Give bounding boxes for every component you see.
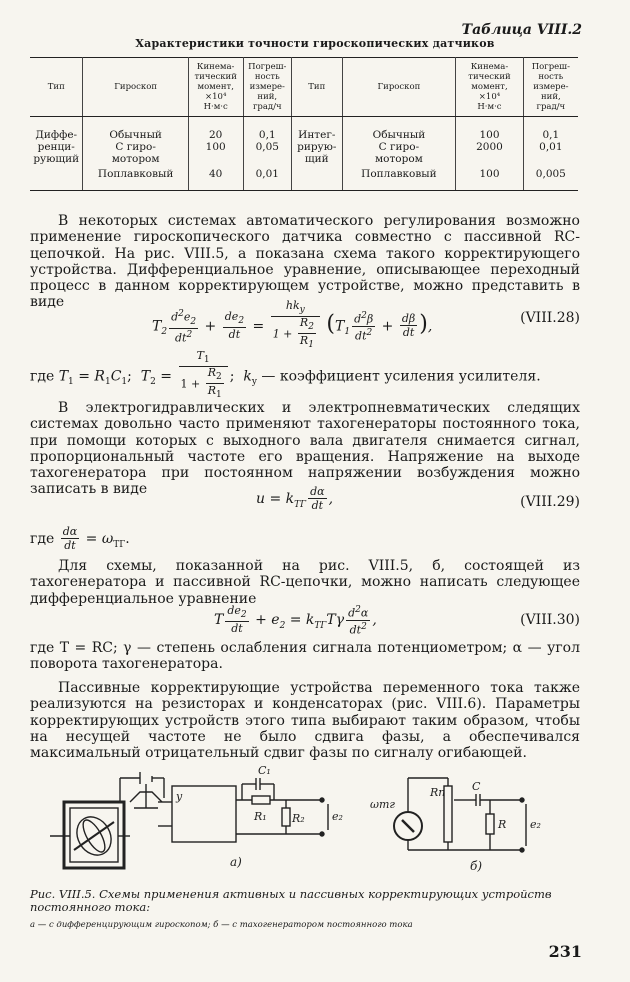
header-moment-left: Кинема- тический момент, ×10⁴ Н·м·с bbox=[188, 58, 243, 117]
cell-errors-right: 0,1 0,01 0,005 bbox=[523, 117, 578, 191]
table-title: Характеристики точности гироскопических датчиков bbox=[135, 37, 495, 50]
table-header-row bbox=[30, 58, 578, 117]
resistor-r1 bbox=[252, 796, 270, 804]
label-e2-b: e₂ bbox=[530, 818, 541, 831]
cell-moments-left: 20 100 40 bbox=[188, 117, 243, 191]
paragraph-1: В некоторых системах автоматического регулирования возможно применение гироскопического датчика совместно с пассивной RC-цепочкой. На рис. VIII.5, а показана схема такого корректирующего устройства. Дифференциальное уравнение, описывающее переходный процесс в данном корректирующем устройстве, можно представить в виде bbox=[30, 213, 580, 311]
gyro-accuracy-table bbox=[30, 57, 578, 191]
table-row bbox=[30, 117, 578, 191]
header-type-right: Тип bbox=[292, 58, 343, 117]
gyroscope-figure bbox=[50, 772, 164, 868]
header-gyro-left: Гироскоп bbox=[83, 58, 188, 117]
label-b: б) bbox=[470, 859, 483, 873]
equation-where-2: где $\frac{d\alpha}{dt}$ = $\omega_{ТГ}$. bbox=[30, 525, 130, 552]
label-omega: ωтг bbox=[370, 798, 395, 811]
cell-gyros-right: Обычный С гиро- мотором Поплавковый bbox=[342, 117, 456, 191]
header-type-left: Тип bbox=[30, 58, 83, 117]
cell-moments-right: 100 2000 100 bbox=[456, 117, 523, 191]
header-moment-right: Кинема- тический момент, ×10⁴ Н·м·с bbox=[456, 58, 523, 117]
cell-errors-left: 0,1 0,05 0,01 bbox=[243, 117, 291, 191]
paragraph-2: В электрогидравлических и электропневматических следящих системах довольно часто применяют тахогенераторы постоянного тока, при помощи которых с выходного вала двигателя снимается сигнал, пропорциональный частоте его вращения. Напряжение на выходе тахогенератора при постоянном напряжении возбуждения можно записать в виде bbox=[30, 400, 580, 498]
cell-type-right: Интег- рирую- щий bbox=[292, 117, 343, 191]
resistor-r2 bbox=[282, 808, 290, 826]
equation-number-viii-29: (VIII.29) bbox=[520, 494, 580, 510]
label-r: R bbox=[498, 818, 507, 831]
label-y: у bbox=[176, 790, 183, 803]
label-r2: R₂ bbox=[292, 812, 305, 825]
cell-gyros-left: Обычный С гиро- мотором Поплавковый bbox=[83, 117, 188, 191]
equation-viii-30: T $\frac{de_2}{dt}$ + $e_2 = k_{ТГ}T\gamma$ $\frac{d^2\alpha}{dt^2}$ , bbox=[214, 604, 377, 637]
header-error-right: Погреш- ность измере- ний, град/ч bbox=[523, 58, 578, 117]
label-c1: C₁ bbox=[258, 764, 271, 777]
label-c: C bbox=[472, 780, 481, 793]
figure-caption: Рис. VIII.5. Схемы применения активных и пассивных корректирующих устройств постоянного тока: bbox=[30, 887, 552, 914]
figure-subcaption: а — с дифференцирующим гироскопом; б — с тахогенератором постоянного тока bbox=[30, 920, 413, 930]
label-rp: Rп bbox=[430, 786, 446, 799]
page-number: 231 bbox=[548, 942, 582, 961]
circuit-diagram bbox=[30, 762, 590, 882]
label-r1: R₁ bbox=[254, 810, 267, 823]
table-label: Таблица VIII.2 bbox=[461, 22, 582, 38]
paragraph-4: Пассивные корректирующие устройства переменного тока также реализуются на резисторах и конденсаторах (рис. VIII.6). Параметры корректирующих устройств этого типа выбирают таким образом, чтобы на несущей частоте не было сдвига фазы, а обеспечивался максимальный отрицательный сдвиг фазы по сигналу огибающей. bbox=[30, 680, 580, 762]
equation-where-3: где T = RC; γ — степень ослабления сигнала потенциометром; α — угол поворота тахогенератора. bbox=[30, 640, 580, 673]
label-a: а) bbox=[230, 855, 242, 869]
equation-number-viii-28: (VIII.28) bbox=[520, 310, 580, 326]
paragraph-3: Для схемы, показанной на рис. VIII.5, б, состоящей из тахогенератора и пассивной RC-цепочки, можно написать следующее дифференциальное уравнение bbox=[30, 558, 580, 607]
equation-where-1: где $T_1 = R_1C_1$; $T_2$ = $T_1$ 1 + $\frac{R_2}{R_1}$ ; $k_y$ — коэффициент усиления усилителя. bbox=[30, 349, 541, 401]
cell-type-left: Диффе- ренци- рующий bbox=[30, 117, 83, 191]
equation-viii-29: $u = k_{ТГ}$ $\frac{d\alpha}{dt}$ , bbox=[256, 485, 334, 512]
resistor-r bbox=[486, 814, 494, 834]
where-1-tail: — коэффициент усиления усилителя. bbox=[261, 368, 541, 385]
label-e2-a: e₂ bbox=[332, 810, 343, 823]
header-error-left: Погреш- ность измере- ний, град/ч bbox=[243, 58, 291, 117]
header-gyro-right: Гироскоп bbox=[342, 58, 456, 117]
equation-viii-28: $T_2$ $\frac{d^2e_2}{dt^2}$ + $\frac{de_2}{dt}$ = $hk_y$ 1 + $\frac{R_2}{R_1}$ ($T_1$ $\frac{d^2\beta}{dt^2}$ + $\frac{d\beta}{dt}$ ), bbox=[152, 299, 433, 351]
equation-number-viii-30: (VIII.30) bbox=[520, 612, 580, 628]
